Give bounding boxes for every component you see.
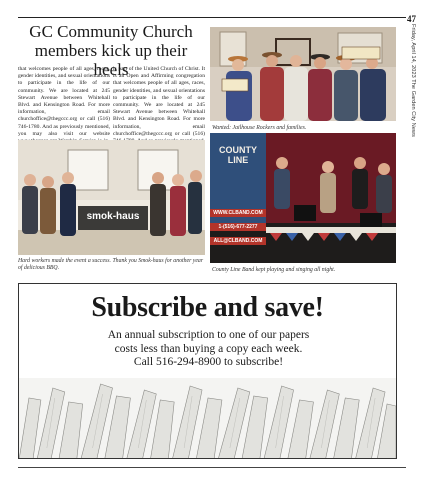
- subscription-promo: [18, 283, 397, 459]
- article-column-2-text: is part of the United Church of Christ. It is an Open and Affirming congregation that welcomes people of all ages, races, gender identities, and sexual orientations to participate in the life of our community. We are located at 245 Stewart Avenue between Whitehall Blvd. and Kensington Road. For more information, email churchoffice@thegccc.org or call (516): [113, 66, 205, 137]
- article-column-1-text: that welcomes people of all ages, races, gender identities, and sexual orientations to participate in the life of our community. We are located at 245 Stewart Avenue between Whitehall Blvd. and Kensington Road. For more information, email churchoffice@thegccc.org or call (516) 746-1780. And as previously mentioned, you may also visit our website: [18, 66, 110, 137]
- photo-smokhaus-caption: Hard workers made the event a success. Thank you Smok-haus for another year of delicious BBQ.: [18, 258, 204, 271]
- promo-line-2: costs less than buying a copy each week.: [114, 342, 303, 355]
- band-banner-phone: 1-(516)-677-2277: [210, 223, 266, 231]
- top-rule: [18, 17, 406, 18]
- smokhaus-banner: smok-haus: [86, 211, 140, 222]
- promo-line-3: Call 516-294-8900 to subscribe!: [133, 356, 284, 368]
- photo-hats-group: [210, 27, 396, 121]
- band-banner-title: COUNTY LINE: [219, 145, 257, 165]
- promo-title: Subscribe and save!: [91, 292, 324, 323]
- bottom-rule: [18, 467, 406, 468]
- photo-hats-caption: Wanted: Jailhouse Rockers and families.: [212, 125, 307, 131]
- photo-smokhaus-workers: [18, 140, 205, 255]
- band-banner-web: WWW.CLBAND.COM: [210, 209, 266, 217]
- promo-body: [69, 329, 348, 370]
- photo-county-line-band: [210, 133, 396, 263]
- band-banner-email: ALL@CLBAND.COM: [210, 237, 266, 245]
- photo-band-caption: County Line Band kept playing and singing all night.: [212, 267, 336, 273]
- article-headline: GC Community Church members kick up their heels: [29, 22, 193, 79]
- newspaper-stack-image: [19, 378, 396, 459]
- page-number: 47: [407, 14, 416, 24]
- running-head: Friday, April 14, 2023 The Garden City News: [410, 24, 416, 137]
- promo-line-1: An annual subscription to one of our papers: [107, 329, 310, 341]
